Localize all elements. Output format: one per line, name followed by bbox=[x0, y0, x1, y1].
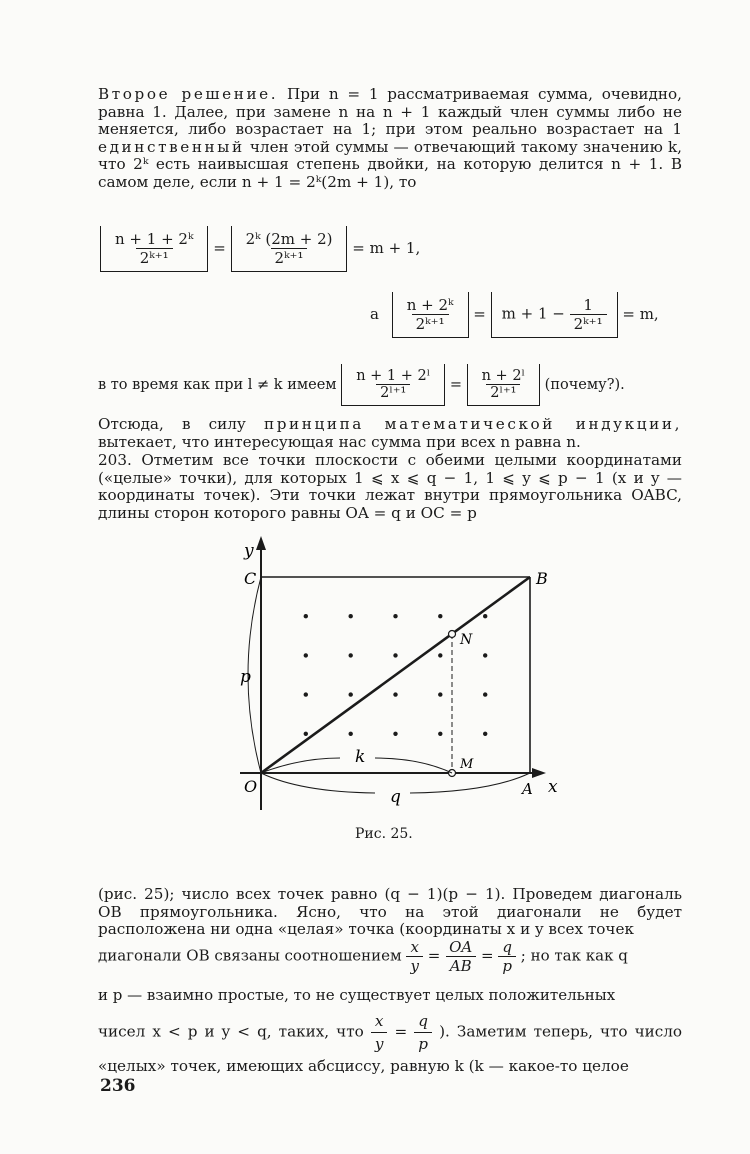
integer-point bbox=[349, 653, 353, 657]
eq1-rhs: = m + 1, bbox=[352, 239, 421, 257]
paragraph-induction bbox=[98, 416, 682, 451]
integer-point bbox=[393, 653, 397, 657]
label-x: x bbox=[548, 777, 558, 797]
line-suffix: ). Заметим теперь, что число «целых» точек, имеющих абсциссу, равную k (k — какое-то целое bbox=[98, 1022, 683, 1075]
spaced-phrase: принципа математической индукции, bbox=[263, 415, 683, 433]
paragraph-text-cont: вытекает, что интересующая нас сумма при всех n равна n. bbox=[98, 432, 581, 451]
frac-den: p bbox=[498, 956, 516, 975]
eq3-suffix: (почему?). bbox=[544, 377, 625, 393]
floor-bracket bbox=[467, 364, 540, 406]
equation-1: $\frac{\text{n + 1 + 2ᵏ}}{\text{2ᵏ⁺¹}}$ = $\frac{\text{2ᵏ (2m + 2)}}{\text{2ᵏ⁺¹}}$ = m + 1, bbox=[100, 226, 420, 272]
x-axis-arrow bbox=[532, 768, 546, 778]
y-axis-arrow bbox=[256, 536, 266, 550]
figure-caption: Рис. 25. bbox=[355, 826, 413, 842]
line-prefix: диагонали OB связаны соотношением bbox=[98, 946, 402, 965]
paragraph-text: При n = 1 рассматриваемая сумма, очевидно, равна 1. Далее, при замене n на n + 1 каждый член суммы либо не меняется, либо возрастает на 1; при этом реально возрастает на 1 bbox=[98, 85, 682, 139]
paragraph-text: Отсюда, в силу bbox=[98, 415, 246, 433]
floor-bracket bbox=[341, 364, 445, 406]
eq2-lhs-den: 2ᵏ⁺¹ bbox=[412, 314, 449, 333]
eq3-rhs-den: 2ˡ⁺¹ bbox=[486, 384, 520, 401]
paragraph-continuation bbox=[98, 886, 682, 939]
eq2-rhs: = m, bbox=[622, 305, 659, 323]
eq1-lhs-den: 2ᵏ⁺¹ bbox=[136, 248, 173, 267]
integer-point bbox=[393, 732, 397, 736]
integer-point bbox=[304, 732, 308, 736]
integer-point bbox=[304, 614, 308, 618]
frac-den: p bbox=[414, 1032, 432, 1055]
paragraph-second-solution bbox=[98, 86, 682, 192]
integer-point bbox=[438, 692, 442, 696]
integer-point bbox=[483, 653, 487, 657]
integer-point bbox=[483, 692, 487, 696]
floor-bracket bbox=[100, 226, 208, 272]
frac-num: q bbox=[418, 1012, 429, 1030]
integer-point bbox=[349, 692, 353, 696]
paragraph-text: (рис. 25); число всех точек равно (q − 1)(p − 1). Проведем диагональ OB прямоугольника. Ясно, что на этой диагонали не будет расположена ни одна «целая» точка (координаты x и y всех точек bbox=[98, 885, 682, 939]
integer-point bbox=[393, 614, 397, 618]
figure-25 bbox=[0, 530, 750, 830]
integer-point bbox=[438, 614, 442, 618]
spaced-word: единственный bbox=[98, 137, 245, 156]
frac-num: q bbox=[502, 938, 512, 956]
line-ratio: диагонали OB связаны соотношением $\frac{x}{y}$ = $\frac{OA}{AB}$ = $\frac{q}{p}$ ; но так как q bbox=[98, 938, 628, 975]
paragraph-problem-203 bbox=[98, 452, 682, 522]
line-integers: чисел x < p и y < q, таких, что $\frac{x}{y}$ = $\frac{q}{p}$ ). Заметим теперь, что число «целых» точек, имеющих абсциссу, равную k (k — какое-то целое bbox=[98, 1012, 683, 1075]
integer-point bbox=[483, 732, 487, 736]
frac-den: AB bbox=[446, 956, 476, 975]
integer-point bbox=[483, 614, 487, 618]
label-y: y bbox=[244, 541, 254, 561]
equation-3: в то время как при l ≠ k имеем $\frac{\text{n + 1 + 2ˡ}}{\text{2ˡ⁺¹}}$ = $\frac{\text{n + 2ˡ}}{\text{2ˡ⁺¹}}$ (почему?). bbox=[98, 364, 625, 406]
equation-2: а $\frac{\text{n + 2ᵏ}}{\text{2ᵏ⁺¹}}$ = m + 1 − $\frac{1}{\text{2ᵏ⁺¹}}$ = m, bbox=[370, 292, 659, 338]
paragraph-text: 203. Отметим все точки плоскости с обеими целыми координатами («целые» точки), для которых 1 ⩽ x ⩽ q − 1, 1 ⩽ y ⩽ p − 1 (x и y — координаты точек). Эти точки лежат внутри прямоугольника OABC, длины сторон которого равны OA = q и OC = p bbox=[98, 451, 682, 522]
label-A: A bbox=[522, 780, 533, 798]
eq2-inner-num: 1 bbox=[583, 296, 593, 314]
frac-num: OA bbox=[449, 938, 473, 956]
line-text: и p — взаимно простые, то не существует целых положительных bbox=[98, 986, 616, 1004]
label-q: q bbox=[390, 787, 401, 807]
line-suffix: ; но так как q bbox=[520, 946, 628, 965]
label-O: O bbox=[244, 777, 258, 796]
integer-point bbox=[349, 732, 353, 736]
page-number: 236 bbox=[100, 1076, 136, 1096]
eq3-lhs-num: n + 1 + 2ˡ bbox=[356, 368, 431, 384]
integer-point bbox=[349, 614, 353, 618]
integer-point bbox=[393, 692, 397, 696]
point-N bbox=[449, 631, 456, 638]
frac-num: x bbox=[410, 938, 419, 956]
label-M: M bbox=[460, 757, 474, 772]
eq2-lhs-num: n + 2ᵏ bbox=[406, 296, 454, 314]
eq1-mid-den: 2ᵏ⁺¹ bbox=[271, 248, 308, 267]
label-C: C bbox=[244, 569, 257, 588]
floor-bracket bbox=[231, 226, 348, 272]
eq2-inner-den: 2ᵏ⁺¹ bbox=[570, 314, 607, 333]
frac-den: y bbox=[371, 1032, 388, 1055]
eq1-mid-num: 2ᵏ (2m + 2) bbox=[245, 230, 333, 248]
diagonal-OB bbox=[261, 577, 530, 773]
label-k: k bbox=[355, 747, 366, 767]
line-coprime bbox=[98, 986, 615, 1004]
integer-point bbox=[438, 732, 442, 736]
frac-den: y bbox=[406, 956, 422, 975]
label-B: B bbox=[536, 569, 548, 588]
section-lead: Второе решение. bbox=[98, 85, 279, 103]
frac-num: x bbox=[374, 1012, 384, 1030]
integer-point bbox=[438, 653, 442, 657]
eq3-prefix: в то время как при l ≠ k имеем bbox=[98, 377, 337, 393]
line-prefix: чисел x < p и y < q, таких, что bbox=[98, 1022, 364, 1041]
floor-bracket bbox=[392, 292, 469, 338]
eq3-lhs-den: 2ˡ⁺¹ bbox=[376, 384, 410, 401]
eq1-lhs-num: n + 1 + 2ᵏ bbox=[115, 230, 194, 248]
integer-point bbox=[304, 692, 308, 696]
eq2-prefix: а bbox=[370, 305, 379, 323]
eq3-rhs-num: n + 2ˡ bbox=[481, 368, 526, 384]
integer-point bbox=[304, 653, 308, 657]
eq2-inner: m + 1 − bbox=[501, 304, 565, 323]
paragraph-text-cont: член этой суммы — отвечающий такому значению k, что 2ᵏ есть наивысшая степень двойки, на которую делится n + 1. В самом деле, если n + 1 = 2ᵏ(2m + 1), то bbox=[98, 137, 683, 191]
floor-bracket bbox=[491, 292, 618, 338]
label-N: N bbox=[460, 632, 473, 648]
label-p: p bbox=[240, 667, 251, 687]
